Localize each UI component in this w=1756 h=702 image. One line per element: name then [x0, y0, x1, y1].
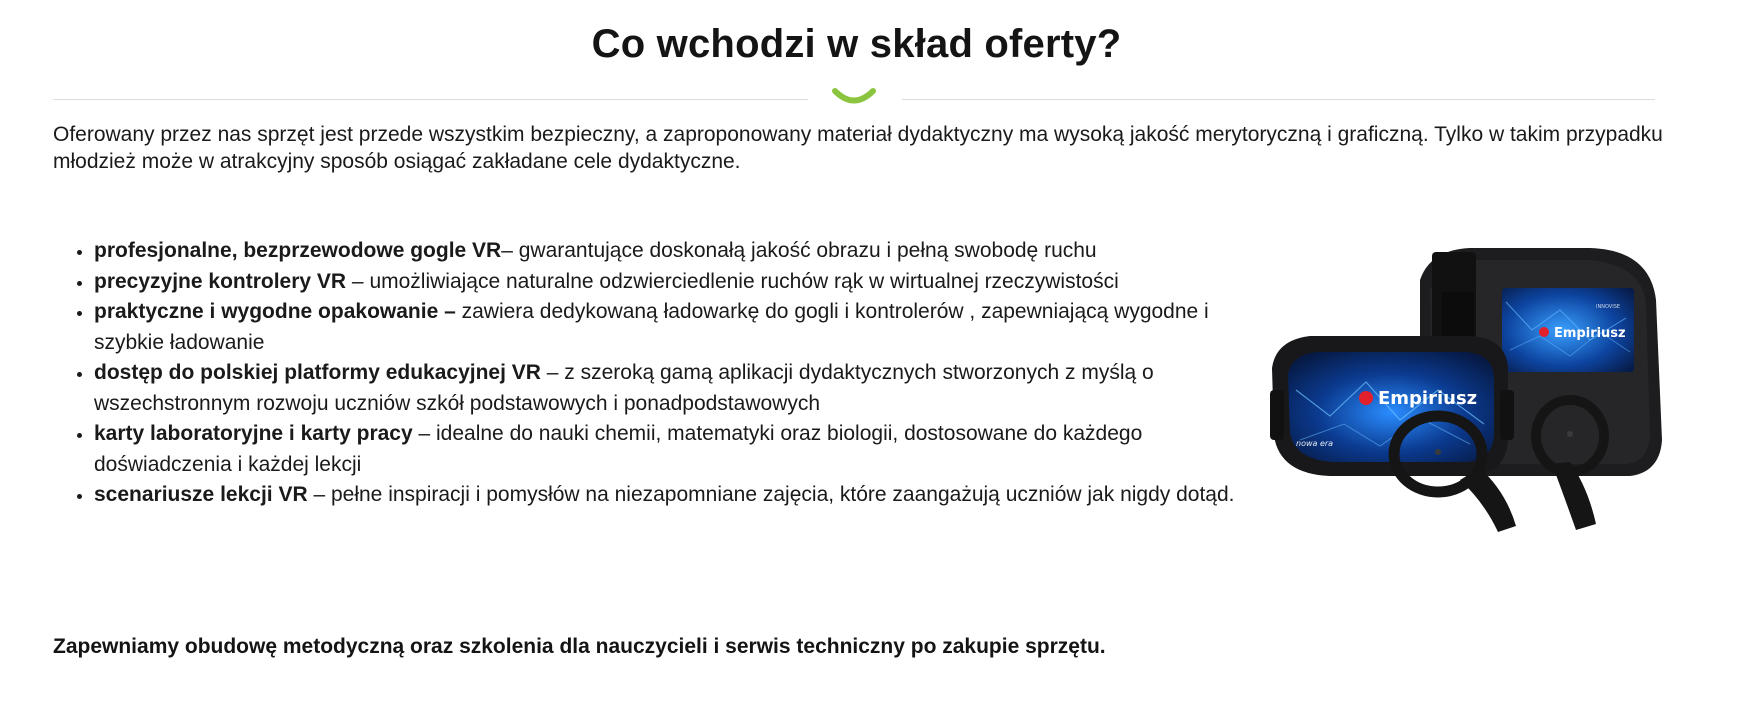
feature-title: karty laboratoryjne i karty pracy	[94, 422, 413, 445]
feature-title: profesjonalne, bezprzewodowe gogle VR	[94, 239, 502, 262]
footer-statement: Zapewniamy obudowę metodyczną oraz szkolenia dla nauczycieli i serwis techniczny po zakupie sprzętu.	[53, 635, 1106, 658]
divider-line-right	[902, 99, 1655, 100]
feature-description: – gwarantujące doskonałą jakość obrazu i pełną swobodę ruchu	[501, 239, 1097, 262]
section-title: Co wchodzi w skład oferty?	[591, 22, 1122, 66]
feature-description: – z szeroką gamą aplikacji dydaktycznych stworzonych z myślą o wszechstronnym rozwoju uczniów szkół podstawowych i ponadpodstawowych	[94, 361, 1154, 415]
feature-item	[94, 480, 1279, 511]
smile-accent-icon	[831, 86, 877, 106]
divider-line-left	[53, 99, 808, 100]
vr-kit-product-image	[1270, 240, 1665, 540]
feature-description: – pełne inspiracji i pomysłów na niezapomniane zajęcia, które zaangażują uczniów jak nigdy dotąd.	[307, 483, 1235, 506]
feature-title: dostęp do polskiej platformy edukacyjnej VR	[94, 361, 541, 384]
headset-sub-brand: nowa era	[1296, 439, 1334, 448]
feature-description: zawiera dedykowaną ładowarkę do gogli i kontrolerów , zapewniającą wygodne i szybkie ładowanie	[94, 300, 1209, 354]
headset-brand-label: Empiriusz	[1378, 388, 1478, 409]
case-brand-label: Empiriusz	[1554, 326, 1626, 341]
feature-title: precyzyjne kontrolery VR	[94, 269, 347, 293]
feature-title: praktyczne i wygodne opakowanie –	[94, 300, 456, 323]
feature-item	[94, 419, 1279, 480]
title-divider	[53, 86, 1655, 110]
feature-item	[94, 358, 1279, 419]
feature-description: – idealne do nauki chemii, matematyki oraz biologii, dostosowane do każdego doświadczenia i każdej lekcji	[94, 422, 1143, 476]
feature-list	[53, 236, 1279, 511]
feature-title: scenariusze lekcji VR	[94, 483, 308, 506]
feature-item	[94, 297, 1279, 358]
case-sub-brand: INNOVISE	[1596, 304, 1621, 310]
feature-item	[94, 236, 1279, 267]
feature-item	[94, 267, 1279, 298]
intro-paragraph: Oferowany przez nas sprzęt jest przede wszystkim bezpieczny, a zaproponowany materiał dydaktyczny ma wysoką jakość merytoryczną i graficzną. Tylko w takim przypadku młodzież może w atrakcyjny sposób osiągać zakładane cele dydaktyczne.	[53, 123, 1663, 173]
feature-description: – umożliwiające naturalne odzwierciedlenie ruchów rąk w wirtualnej rzeczywistości	[346, 269, 1119, 293]
